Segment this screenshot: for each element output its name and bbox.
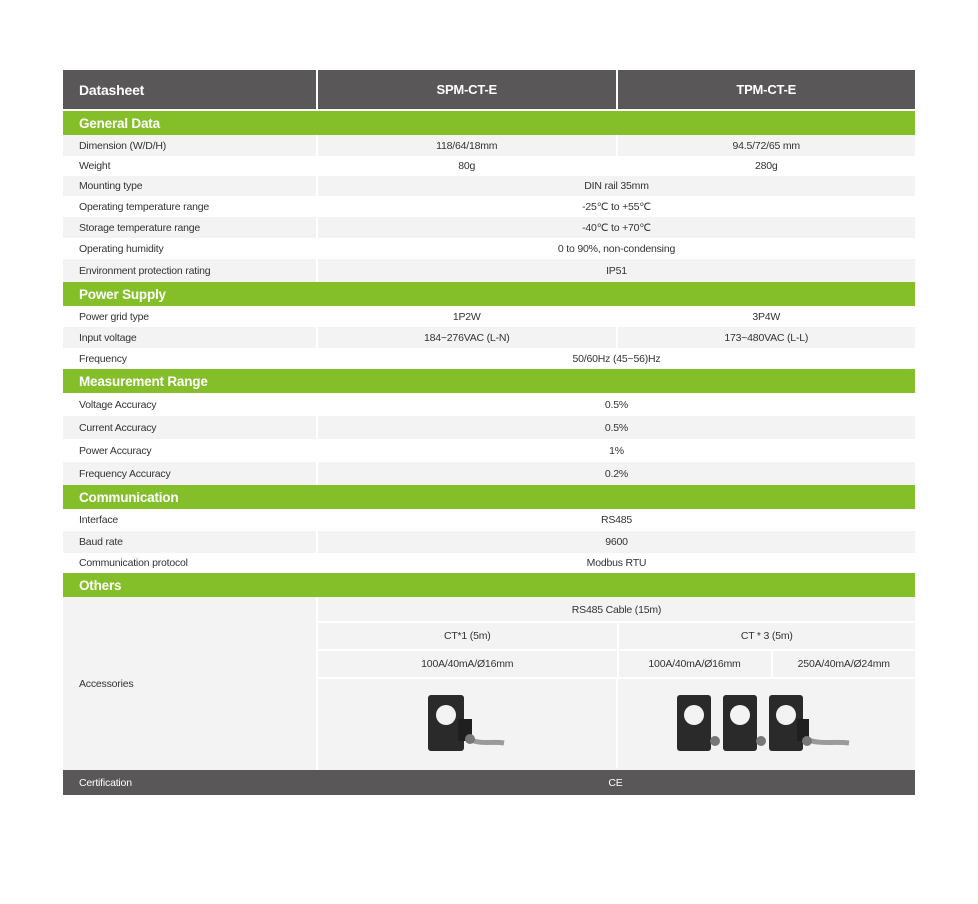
section-power xyxy=(63,282,915,306)
split-core-ct-icon xyxy=(671,689,861,759)
table-row xyxy=(63,531,915,553)
table-row xyxy=(63,306,915,327)
row-value-spm: 1P2W xyxy=(316,306,616,327)
accessories-block xyxy=(63,597,915,770)
row-value-spm: 80g xyxy=(316,156,616,176)
row-label: Accessories xyxy=(79,677,134,690)
row-value-spm: 184~276VAC (L-N) xyxy=(316,327,616,348)
section-title: Others xyxy=(79,577,122,593)
accessory-spec-tpm-a: 100A/40mA/Ø16mm xyxy=(617,651,771,677)
row-label: Communication protocol xyxy=(79,557,188,569)
row-value-tpm: 280g xyxy=(616,156,916,176)
row-value: 9600 xyxy=(316,531,915,553)
row-label: Certification xyxy=(79,776,132,789)
row-label: Frequency Accuracy xyxy=(79,467,171,480)
section-title: Power Supply xyxy=(79,286,166,302)
table-row xyxy=(63,393,915,416)
row-value: -40℃ to +70℃ xyxy=(316,217,915,238)
row-value: 0 to 90%, non-condensing xyxy=(316,238,915,259)
row-label: Input voltage xyxy=(79,331,137,344)
row-label: Storage temperature range xyxy=(79,221,201,234)
row-value: Modbus RTU xyxy=(316,553,915,573)
section-title: General Data xyxy=(79,115,160,131)
row-value: CE xyxy=(608,776,623,789)
section-title: Communication xyxy=(79,489,179,505)
accessory-spec-spm: 100A/40mA/Ø16mm xyxy=(421,658,514,670)
table-row xyxy=(63,416,915,439)
row-value: DIN rail 35mm xyxy=(316,176,915,196)
row-label: Power Accuracy xyxy=(79,444,152,457)
row-label: Baud rate xyxy=(79,536,123,548)
table-row xyxy=(63,217,915,238)
row-value-tpm: 3P4W xyxy=(616,306,916,327)
datasheet-table xyxy=(63,70,915,795)
table-row xyxy=(63,462,915,485)
row-label: Environment protection rating xyxy=(79,264,211,277)
row-value: 50/60Hz (45~56)Hz xyxy=(316,348,915,369)
table-row xyxy=(63,553,915,573)
row-label: Dimension (W/D/H) xyxy=(79,139,167,152)
table-row xyxy=(63,348,915,369)
table-row xyxy=(63,156,915,176)
row-value: 1% xyxy=(316,439,915,462)
row-value-tpm: 173~480VAC (L-L) xyxy=(616,327,916,348)
section-title: Measurement Range xyxy=(79,373,208,389)
header-tpm: TPM-CT-E xyxy=(616,70,916,109)
table-row xyxy=(63,439,915,462)
split-core-ct-icon xyxy=(422,689,512,759)
row-label: Interface xyxy=(79,514,119,526)
section-others xyxy=(63,573,915,597)
table-row xyxy=(63,176,915,196)
certification-row xyxy=(63,770,915,795)
row-label: Operating humidity xyxy=(79,242,164,255)
row-value: RS485 xyxy=(316,509,915,531)
row-label: Current Accuracy xyxy=(79,421,157,434)
row-label: Operating temperature range xyxy=(79,200,210,213)
header-datasheet: Datasheet xyxy=(79,81,145,98)
table-row xyxy=(63,259,915,282)
accessory-ct-tpm: CT * 3 (5m) xyxy=(617,623,916,649)
row-label: Mounting type xyxy=(79,180,143,192)
table-header xyxy=(63,70,915,109)
ct-image-spm xyxy=(318,679,616,768)
header-spm: SPM-CT-E xyxy=(316,70,616,109)
section-measurement xyxy=(63,369,915,393)
table-row xyxy=(63,509,915,531)
table-row xyxy=(63,238,915,259)
table-row xyxy=(63,327,915,348)
row-value: -25℃ to +55℃ xyxy=(316,196,915,217)
row-value-tpm: 94.5/72/65 mm xyxy=(616,135,916,156)
row-label: Voltage Accuracy xyxy=(79,398,157,411)
table-row xyxy=(63,135,915,156)
row-label: Power grid type xyxy=(79,310,149,323)
accessory-ct-spm: CT*1 (5m) xyxy=(443,630,491,642)
accessory-spec-tpm-b: 250A/40mA/Ø24mm xyxy=(771,651,916,677)
accessory-cable: RS485 Cable (15m) xyxy=(318,597,915,623)
section-general xyxy=(63,111,915,135)
row-value: IP51 xyxy=(316,259,915,282)
table-row xyxy=(63,196,915,217)
row-value: 0.2% xyxy=(316,462,915,485)
row-value-spm: 118/64/18mm xyxy=(316,135,616,156)
row-label: Frequency xyxy=(79,352,127,365)
section-communication xyxy=(63,485,915,509)
ct-image-tpm xyxy=(616,679,916,768)
row-value: 0.5% xyxy=(316,393,915,416)
row-value: 0.5% xyxy=(316,416,915,439)
row-label: Weight xyxy=(79,160,111,172)
